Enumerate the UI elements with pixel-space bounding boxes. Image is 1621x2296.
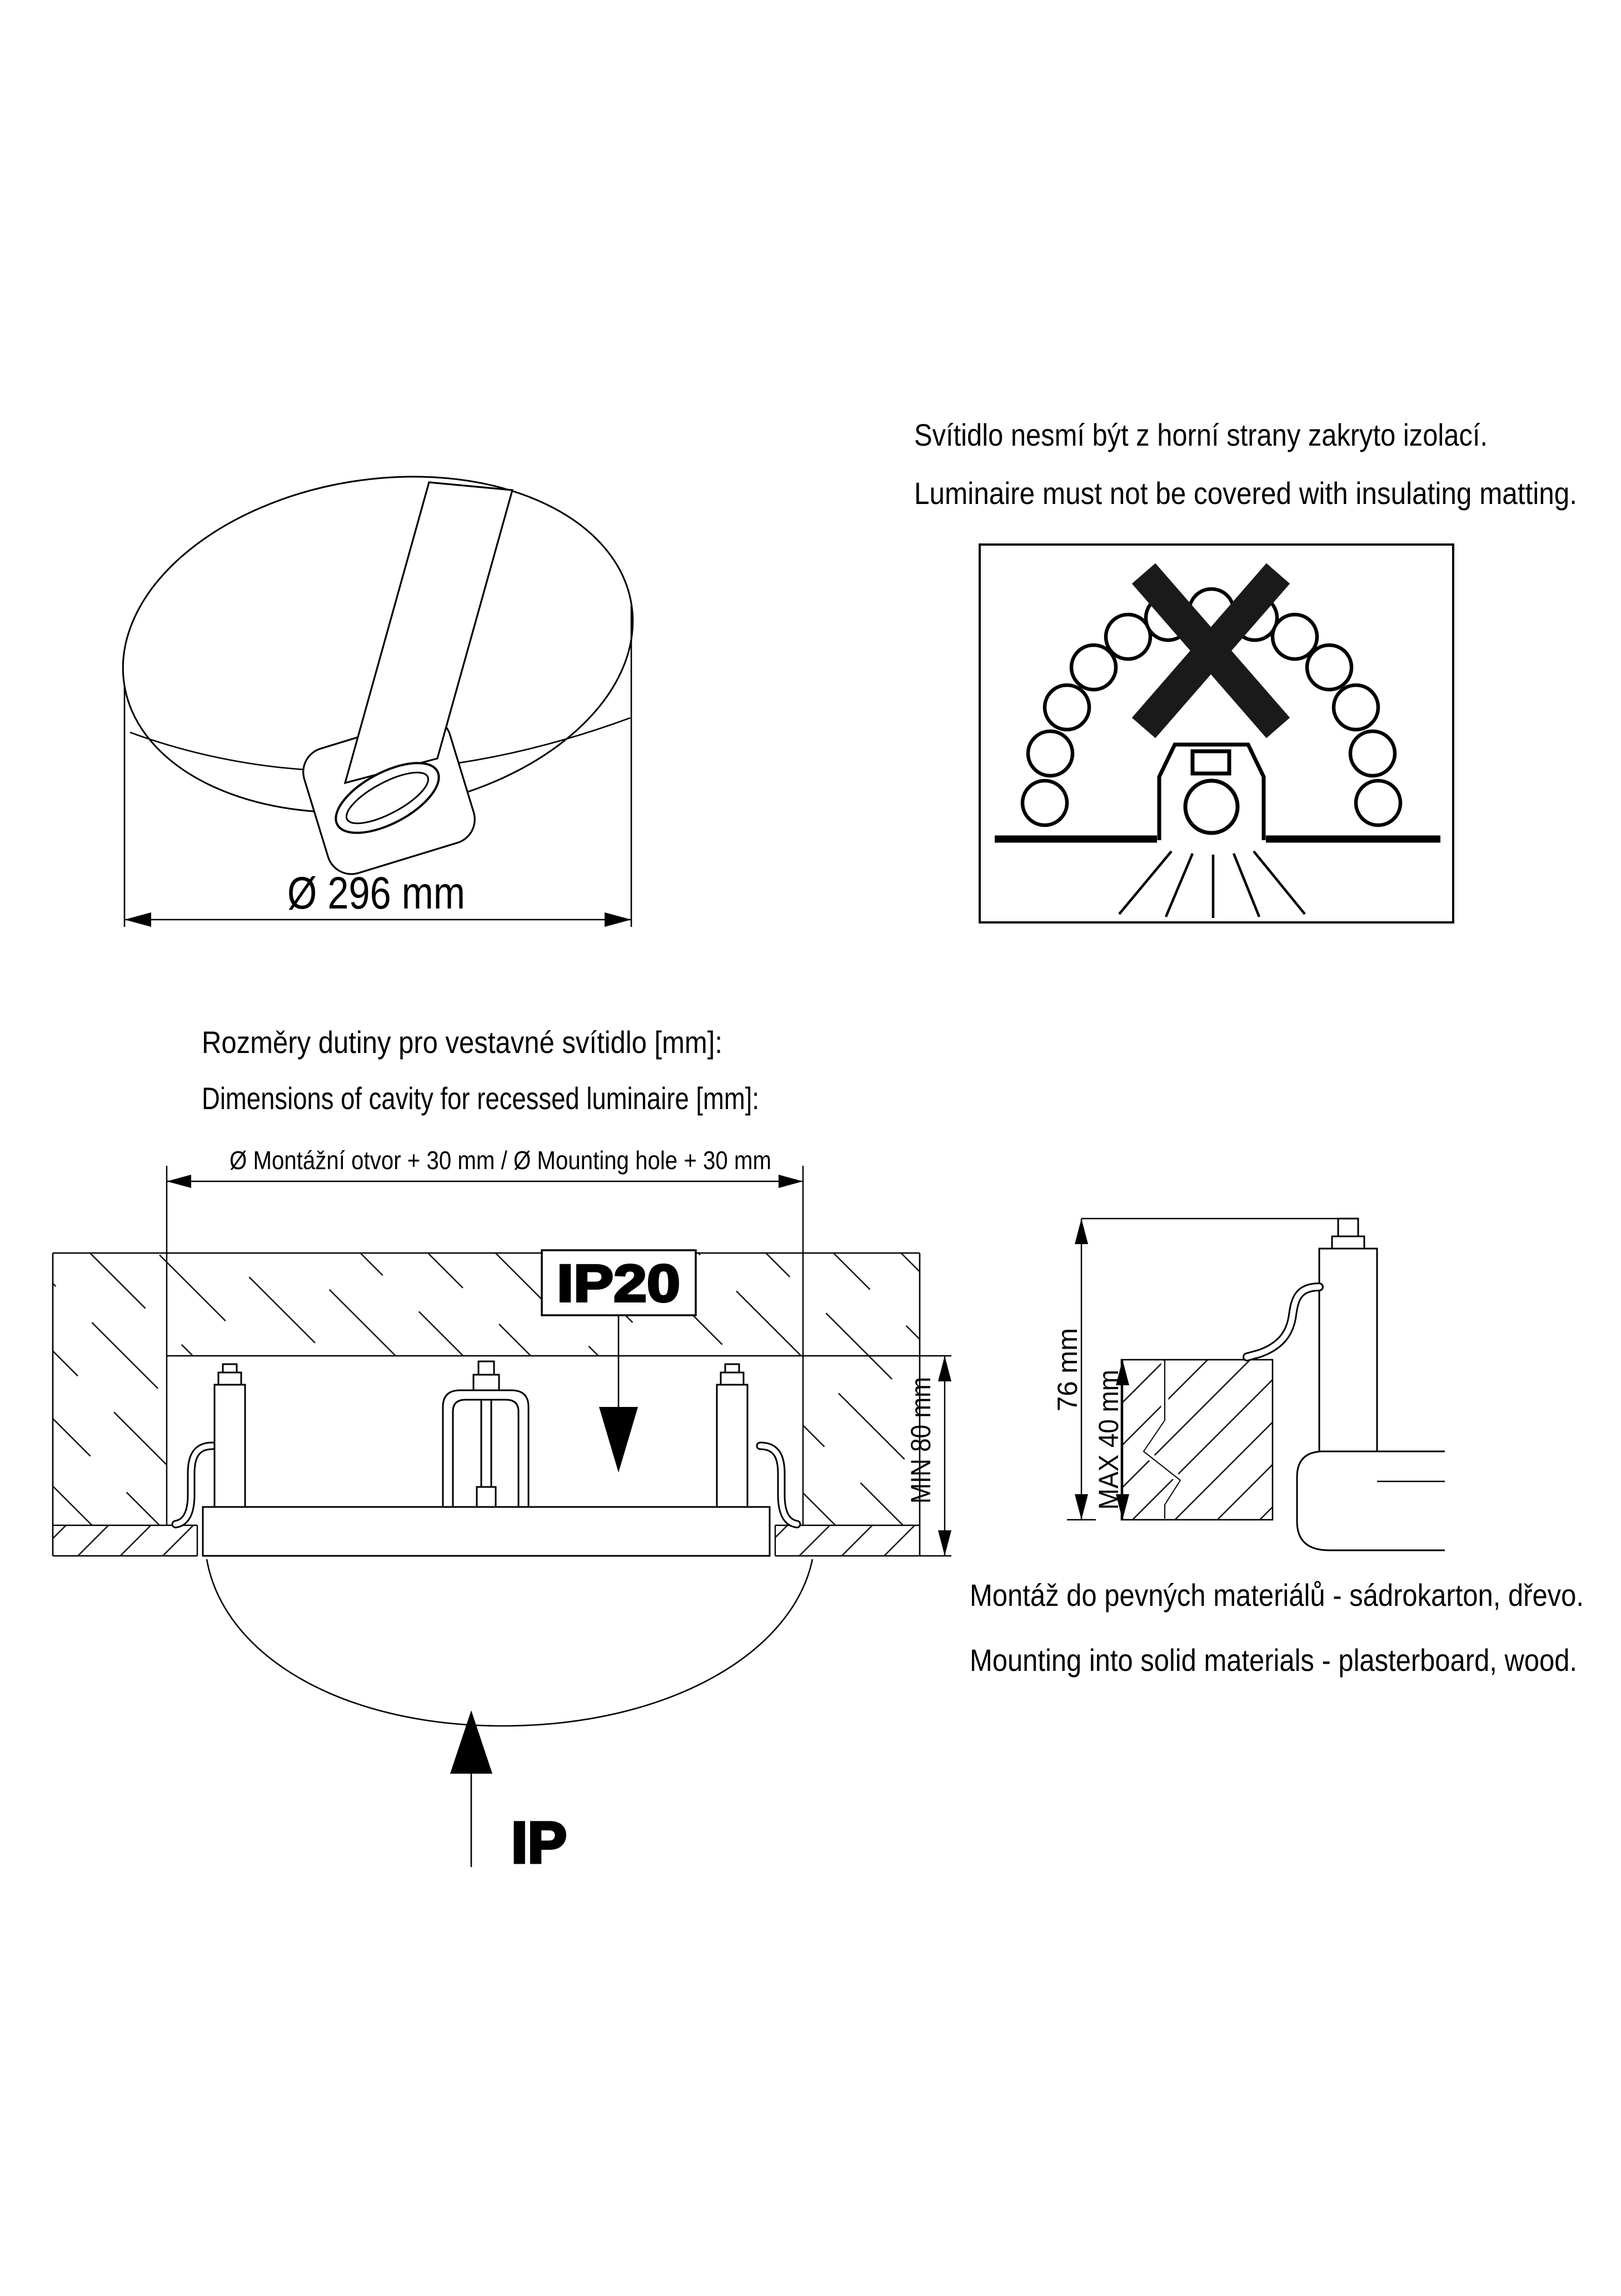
warning-pictogram	[980, 545, 1453, 922]
figure-cavity-cross-section	[53, 1146, 951, 1875]
recessed-luminaire-icon	[1159, 745, 1264, 840]
cavity-headings	[202, 1025, 759, 1116]
mounting-note-cs: Montáž do pevných materiálů - sádrokarton, dřevo.	[970, 1578, 1584, 1613]
mounting-stud-left	[215, 1364, 245, 1507]
detail-screw-cap	[1338, 1219, 1358, 1236]
dim-arrow-left	[124, 912, 151, 927]
ip-pointer-label: IP	[511, 1810, 567, 1875]
hole-plus30-dimension	[167, 1146, 803, 1188]
mounting-note-block	[970, 1578, 1584, 1678]
mounting-note-en: Mounting into solid materials - plasterboard, wood.	[970, 1643, 1577, 1678]
min-depth-label: MIN 80 mm	[905, 1360, 936, 1504]
insulation-warning-block	[914, 417, 1577, 922]
warning-text-en: Luminaire must not be covered with insulating matting.	[914, 476, 1577, 511]
mounting-stud-right	[717, 1364, 747, 1507]
glass-dome	[207, 1559, 812, 1726]
clip-strap-arm	[345, 482, 512, 783]
detail-nut	[1332, 1236, 1364, 1249]
cavity-heading-cs: Rozměry dutiny pro vestavné svítidlo [mm]:	[202, 1025, 722, 1060]
ceiling-strip-left	[53, 1525, 197, 1556]
ip-pointer	[450, 1710, 567, 1875]
luminaire-base-plate	[203, 1507, 770, 1556]
hole-diameter-label: Ø 296 mm	[287, 868, 465, 919]
figure-mounting-detail	[1052, 1219, 1445, 1550]
detail-spring-clip	[1247, 1287, 1319, 1357]
detail-post	[1319, 1249, 1377, 1451]
warning-text-cs: Svítidlo nesmí být z horní strany zakryto izolací.	[914, 417, 1488, 452]
cavity-heading-en: Dimensions of cavity for recessed luminaire [mm]:	[202, 1081, 759, 1116]
spring-clip-strap	[297, 482, 512, 880]
ceiling-strip-right	[775, 1525, 920, 1556]
board-hatch	[1121, 1360, 1273, 1520]
figure-mounting-hole-perspective	[98, 441, 657, 927]
board-thickness-dimension	[1093, 1356, 1129, 1520]
detail-luminaire-rim	[1297, 1451, 1445, 1550]
total-height-label: 76 mm	[1052, 1326, 1083, 1411]
ip20-label: IP20	[557, 1254, 680, 1313]
board-thickness-label: MAX 40 mm	[1093, 1356, 1124, 1510]
dim-arrow-right	[605, 912, 631, 927]
hole-plus30-label: Ø Montážní otvor + 30 mm / Ø Mounting hole + 30 mm	[230, 1146, 771, 1175]
